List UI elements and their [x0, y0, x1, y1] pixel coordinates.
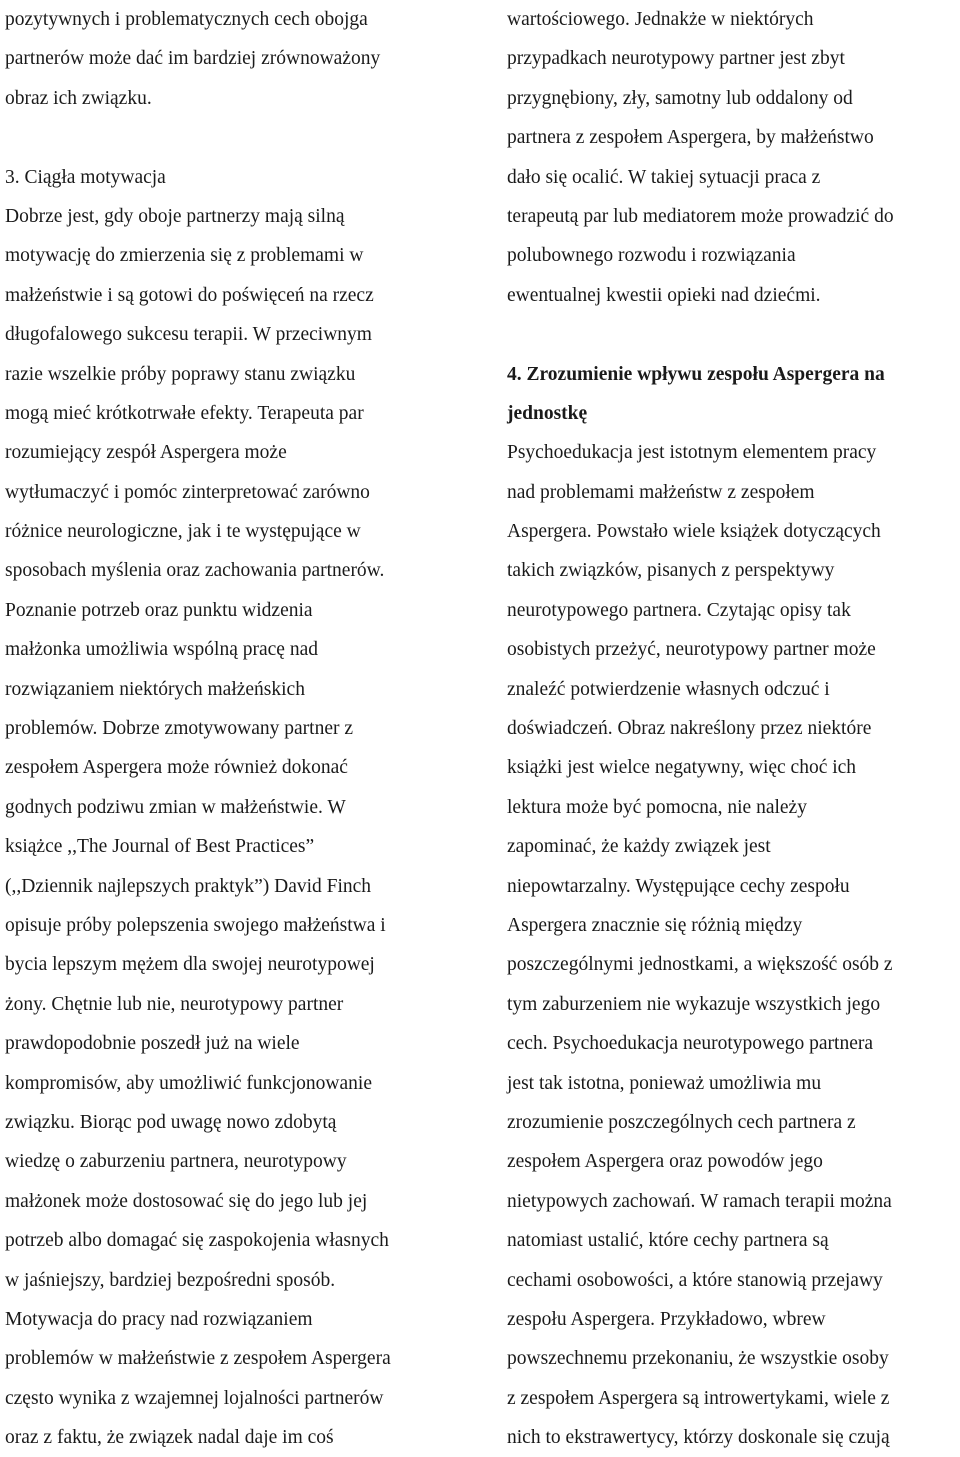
- text-line: Motywacja do pracy nad rozwiązaniem: [5, 1308, 313, 1330]
- right-intro-lines: [507, 0, 960, 315]
- text-line: często wynika z wzajemnej lojalności partnerów: [5, 1387, 384, 1409]
- text-line: zapominać, że każdy związek jest: [507, 836, 771, 858]
- text-line: wytłumaczyć i pomóc zinterpretować zarówno: [5, 481, 370, 503]
- text-line: natomiast ustalić, które cechy partnera są: [507, 1230, 829, 1252]
- text-line: przygnębiony, zły, samotny lub oddalony od: [507, 87, 853, 109]
- text-line: oraz z faktu, że związek nadal daje im coś: [5, 1427, 334, 1449]
- text-line: powszechnemu przekonaniu, że wszystkie osoby: [507, 1348, 889, 1370]
- text-line: potrzeb albo domagać się zaspokojenia własnych: [5, 1230, 389, 1252]
- text-line: problemów. Dobrze zmotywowany partner z: [5, 718, 353, 740]
- text-line: razie wszelkie próby poprawy stanu związku: [5, 363, 356, 385]
- text-line: Aspergera znacznie się różnią między: [507, 914, 803, 936]
- text-line: terapeutą par lub mediatorem może prowadzić do: [507, 205, 894, 227]
- text-line: zrozumienie poszczególnych cech partnera z: [507, 1111, 856, 1133]
- text-line: małżonek może dostosować się do jego lub jej: [5, 1190, 368, 1212]
- text-line: książce ,,The Journal of Best Practices”: [5, 836, 315, 858]
- section-3-body: [5, 197, 475, 1457]
- text-line: długofalowego sukcesu terapii. W przeciwnym: [5, 324, 372, 346]
- text-line: takich związków, pisanych z perspektywy: [507, 560, 835, 582]
- text-line: zespołem Aspergera może również dokonać: [5, 757, 348, 779]
- text-line: różnice neurologiczne, jak i te występujące w: [5, 521, 361, 543]
- section-4-heading-line-2: jednostkę: [507, 402, 588, 424]
- text-line: Aspergera. Powstało wiele książek dotyczących: [507, 521, 881, 543]
- text-line: z zespołem Aspergera są introwertykami, wiele z: [507, 1387, 890, 1409]
- text-line: wartościowego. Jednakże w niektórych: [507, 9, 814, 30]
- right-column: [507, 0, 960, 1457]
- text-line: motywację do zmierzenia się z problemami w: [5, 245, 364, 267]
- section-3-heading: 3. Ciągła motywacja: [5, 166, 166, 188]
- text-line: mogą mieć krótkotrwałe efekty. Terapeuta par: [5, 402, 364, 424]
- text-line: (,,Dziennik najlepszych praktyk”) David Finch: [5, 875, 372, 897]
- text-line: sposobach myślenia oraz zachowania partnerów.: [5, 560, 385, 582]
- text-line: obraz ich związku.: [5, 87, 152, 109]
- text-line: doświadczeń. Obraz nakreślony przez niektóre: [507, 718, 872, 740]
- text-line: Poznanie potrzeb oraz punktu widzenia: [5, 599, 313, 621]
- text-line: nad problemami małżeństw z zespołem: [507, 481, 815, 503]
- text-line: rozumiejący zespół Aspergera może: [5, 442, 287, 464]
- text-line: dało się ocalić. W takiej sytuacji praca z: [507, 166, 821, 188]
- text-line: partnera z zespołem Aspergera, by małżeństwo: [507, 127, 874, 149]
- text-line: znaleźć potwierdzenie własnych odczuć i: [507, 678, 830, 700]
- text-line: związku. Biorąc pod uwagę nowo zdobytą: [5, 1111, 337, 1133]
- text-line: opisuje próby polepszenia swojego małżeństwa i: [5, 914, 386, 936]
- text-line: nich to ekstrawertycy, którzy doskonale się czują: [507, 1427, 890, 1449]
- text-line: bycia lepszym mężem dla swojej neurotypowej: [5, 954, 375, 976]
- text-line: cech. Psychoedukacja neurotypowego partnera: [507, 1033, 874, 1055]
- paragraph-spacer: [507, 315, 960, 354]
- text-line: małżonka umożliwia wspólną pracę nad: [5, 639, 318, 661]
- paragraph-spacer: [5, 118, 475, 157]
- text-line: przypadkach neurotypowy partner jest zbyt: [507, 48, 845, 70]
- left-column: [5, 0, 475, 1457]
- text-line: lektura może być pomocna, nie należy: [507, 796, 807, 818]
- text-line: książki jest wielce negatywny, więc choć ich: [507, 757, 857, 779]
- text-line: w jaśniejszy, bardziej bezpośredni sposób.: [5, 1269, 336, 1291]
- text-line: polubownego rozwodu i rozwiązania: [507, 245, 796, 267]
- text-line: poszczególnymi jednostkami, a większość osób z: [507, 954, 893, 976]
- text-line: Psychoedukacja jest istotnym elementem pracy: [507, 442, 877, 464]
- text-line: Dobrze jest, gdy oboje partnerzy mają silną: [5, 205, 345, 227]
- text-line: neurotypowego partnera. Czytając opisy tak: [507, 599, 851, 621]
- section-4-body: [507, 433, 960, 1457]
- text-line: wiedzę o zaburzeniu partnera, neurotypowy: [5, 1151, 347, 1173]
- text-line: żony. Chętnie lub nie, neurotypowy partner: [5, 993, 344, 1015]
- text-line: cechami osobowości, a które stanowią przejawy: [507, 1269, 883, 1291]
- text-line: zespołem Aspergera oraz powodów jego: [507, 1151, 823, 1173]
- text-line: problemów w małżeństwie z zespołem Aspergera: [5, 1348, 391, 1370]
- text-line: zespołu Aspergera. Przykładowo, wbrew: [507, 1308, 826, 1330]
- text-line: partnerów może dać im bardziej zrównoważony: [5, 48, 381, 70]
- text-line: nietypowych zachowań. W ramach terapii można: [507, 1190, 892, 1212]
- text-line: rozwiązaniem niektórych małżeńskich: [5, 678, 305, 700]
- text-line: jest tak istotna, ponieważ umożliwia mu: [507, 1072, 822, 1094]
- text-line: tym zaburzeniem nie wykazuje wszystkich jego: [507, 993, 881, 1015]
- text-line: prawdopodobnie poszedł już na wiele: [5, 1033, 300, 1055]
- text-line: pozytywnych i problematycznych cech obojga: [5, 9, 368, 30]
- text-line: niepowtarzalny. Występujące cechy zespołu: [507, 875, 850, 897]
- text-line: małżeństwie i są gotowi do poświęceń na rzecz: [5, 284, 374, 306]
- text-line: godnych podziwu zmian w małżeństwie. W: [5, 796, 346, 818]
- text-line: osobistych przeżyć, neurotypowy partner może: [507, 639, 876, 661]
- text-line: kompromisów, aby umożliwić funkcjonowanie: [5, 1072, 372, 1094]
- section-4-heading-line-1: 4. Zrozumienie wpływu zespołu Aspergera na: [507, 363, 885, 385]
- left-intro-lines: [5, 0, 475, 118]
- text-line: ewentualnej kwestii opieki nad dziećmi.: [507, 284, 821, 306]
